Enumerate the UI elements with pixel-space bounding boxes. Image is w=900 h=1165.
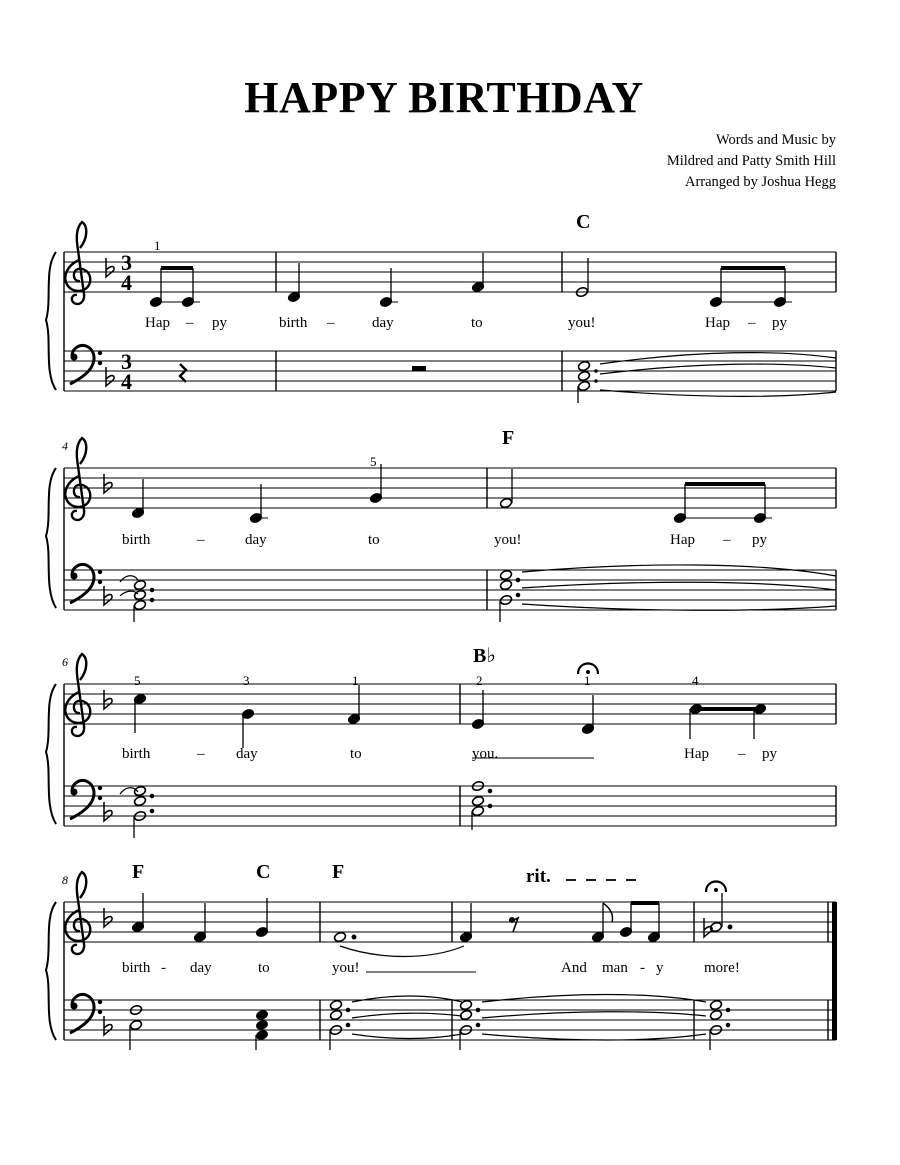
key-flat-icon — [104, 586, 112, 605]
chord-symbol: C — [576, 211, 591, 233]
lyric-hyphen: – — [723, 532, 731, 548]
lyric-syllable: you! — [568, 315, 596, 331]
final-barline — [832, 902, 837, 1040]
chord-symbol: F — [502, 427, 515, 449]
fingering: 1 — [154, 238, 161, 253]
bass-chord — [129, 995, 729, 1051]
lyric-syllable: birth — [122, 960, 151, 976]
fermata-icon — [706, 882, 726, 893]
fingering: 2 — [476, 673, 483, 688]
lyric-syllable: man — [602, 960, 628, 976]
lyric-syllable: more! — [704, 960, 740, 976]
key-flat-icon — [104, 908, 112, 927]
fingering: 3 — [243, 673, 250, 688]
key-flat-icon — [104, 1016, 112, 1035]
chord-symbol: C — [256, 861, 271, 883]
lyric-syllable: birth — [122, 532, 151, 548]
system-3 — [46, 645, 836, 838]
treble-staff — [64, 252, 836, 292]
system-2 — [46, 427, 836, 622]
key-flat-icon — [104, 802, 112, 821]
bass-chord — [120, 780, 492, 838]
credits-line-composers: Mildred and Patty Smith Hill — [666, 153, 836, 169]
system-4 — [46, 861, 837, 1050]
lyric-hyphen: – — [738, 746, 746, 762]
time-signature-bottom: 4 — [121, 270, 132, 295]
lyric-syllable: Hap — [670, 532, 695, 548]
fingerings — [134, 673, 699, 688]
key-flat-icon — [104, 474, 112, 493]
lyric-hyphen: - — [161, 960, 166, 976]
chord-symbol: F — [132, 861, 145, 883]
fingering: 4 — [692, 673, 699, 688]
system-1 — [46, 211, 836, 403]
lyric-syllable: to — [368, 532, 380, 548]
whole-rest-icon — [412, 366, 426, 371]
song-title: HAPPY BIRTHDAY — [244, 73, 644, 122]
lyric-hyphen: - — [640, 960, 645, 976]
bass-chord — [120, 565, 836, 622]
measure-number: 6 — [62, 655, 68, 669]
notes — [149, 253, 792, 308]
lyric-hyphen: – — [197, 746, 205, 762]
fingering: 5 — [370, 454, 377, 469]
lyrics-line — [122, 532, 768, 548]
bass-staff — [64, 351, 836, 391]
brace — [46, 252, 56, 390]
quarter-rest-icon — [180, 364, 186, 382]
chord-symbol: F — [332, 861, 345, 883]
key-flat-icon — [106, 258, 114, 277]
fingering: 1 — [352, 673, 359, 688]
lyric-syllable: py — [772, 315, 787, 331]
lyrics-line — [145, 315, 788, 331]
measure-number: 8 — [62, 873, 68, 887]
lyric-hyphen: – — [748, 315, 756, 331]
chord-symbol: B♭ — [473, 645, 496, 667]
fingering: 5 — [134, 673, 141, 688]
time-signature-top: 3 — [121, 349, 132, 374]
lyrics-line — [122, 960, 740, 976]
fingering: 1 — [584, 673, 591, 688]
lyric-syllable: Hap — [145, 315, 170, 331]
key-flat-icon — [106, 367, 114, 386]
lyric-syllable: And — [561, 960, 587, 976]
credits-line-words-music: Words and Music by — [715, 132, 836, 148]
lyrics-line — [122, 746, 778, 762]
lyric-syllable: birth — [279, 315, 308, 331]
lyric-hyphen: – — [327, 315, 335, 331]
lyric-syllable: you! — [332, 960, 360, 976]
notes — [131, 893, 731, 957]
tempo-mark: rit. — [526, 866, 551, 887]
lyric-hyphen: – — [197, 532, 205, 548]
time-signature-top: 3 — [121, 250, 132, 275]
lyric-syllable: to — [350, 746, 362, 762]
lyric-hyphen: – — [186, 315, 194, 331]
lyric-syllable: you. — [472, 746, 499, 762]
lyric-syllable: Hap — [684, 746, 709, 762]
measure-number: 4 — [62, 439, 68, 453]
key-flat-icon — [104, 690, 112, 709]
lyric-syllable: day — [236, 746, 258, 762]
lyric-syllable: py — [762, 746, 777, 762]
lyric-syllable: py — [212, 315, 227, 331]
lyric-syllable: you! — [494, 532, 522, 548]
time-signature-bottom: 4 — [121, 369, 132, 394]
lyric-syllable: Hap — [705, 315, 730, 331]
lyric-syllable: birth — [122, 746, 151, 762]
lyric-syllable: day — [245, 532, 267, 548]
notes — [131, 464, 772, 524]
lyric-syllable: day — [190, 960, 212, 976]
lyric-syllable: py — [752, 532, 767, 548]
lyric-syllable: to — [258, 960, 270, 976]
lyric-syllable: day — [372, 315, 394, 331]
lyric-syllable: y — [656, 960, 664, 976]
lyric-syllable: to — [471, 315, 483, 331]
credits-line-arranger: Arranged by Joshua Hegg — [684, 174, 836, 190]
bass-chord — [577, 353, 836, 403]
